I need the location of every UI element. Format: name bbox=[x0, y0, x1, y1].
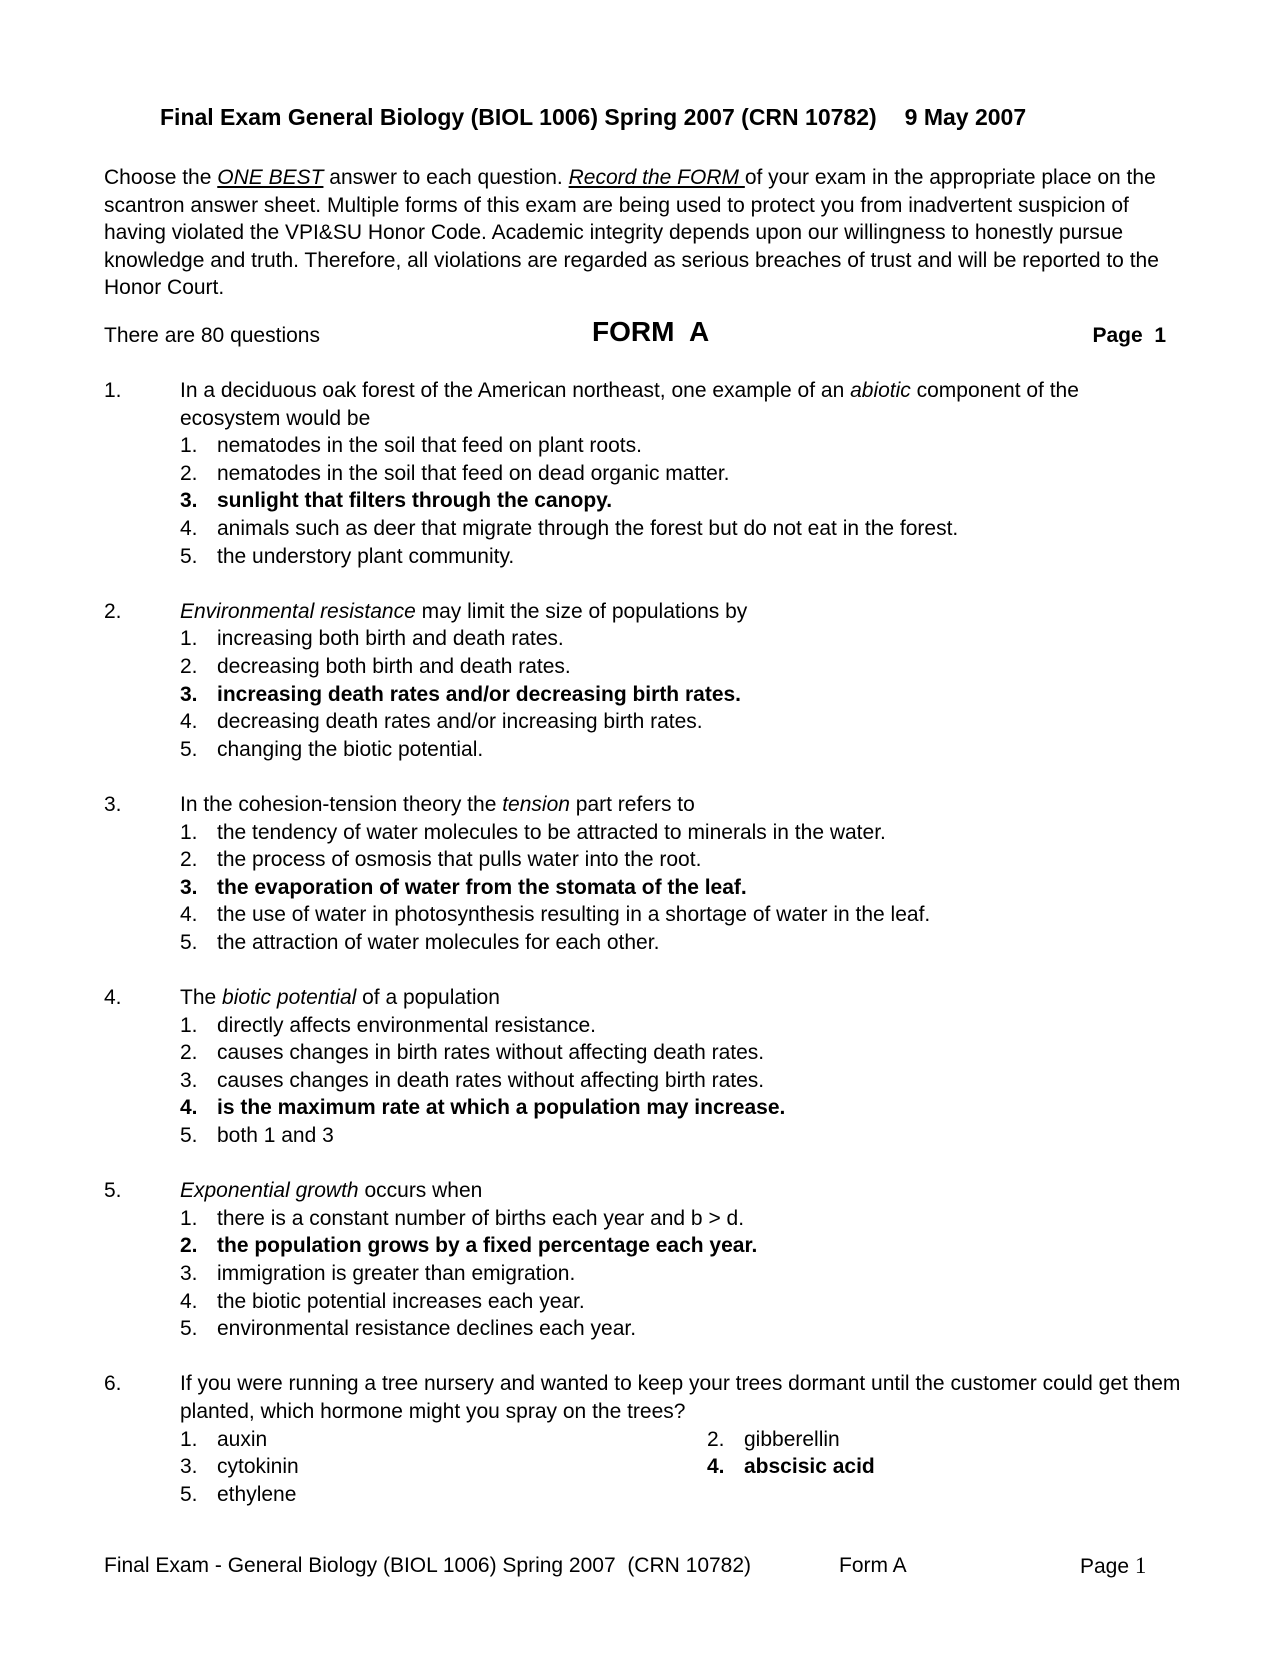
option-text: the biotic potential increases each year. bbox=[217, 1289, 585, 1313]
answer-option bbox=[180, 543, 1184, 571]
stem-text: component of the ecosystem would be bbox=[180, 379, 1079, 430]
correct-answer-option bbox=[707, 1453, 1107, 1481]
exam-info-line bbox=[104, 318, 1166, 354]
option-number: 4. bbox=[180, 516, 198, 540]
option-text: the evaporation of water from the stomata of the leaf. bbox=[217, 875, 747, 899]
answer-option bbox=[180, 901, 1184, 929]
question-stem bbox=[180, 1177, 1184, 1205]
option-number: 3. bbox=[180, 1262, 198, 1285]
answer-option bbox=[180, 460, 1184, 488]
title-main: Final Exam General Biology (BIOL 1006) Spring 2007 (CRN 10782) bbox=[160, 104, 877, 130]
option-text: both 1 and 3 bbox=[217, 1124, 334, 1148]
option-number: 3. bbox=[180, 875, 198, 899]
option-number: 3. bbox=[180, 1068, 198, 1092]
option-number: 5. bbox=[180, 544, 198, 568]
answer-options bbox=[180, 1426, 1184, 1509]
option-text: the process of osmosis that pulls water into the root. bbox=[217, 848, 702, 872]
option-text: sunlight that filters through the canopy. bbox=[217, 489, 613, 513]
question-count: There are 80 questions bbox=[104, 324, 320, 347]
option-number: 4. bbox=[180, 710, 198, 734]
option-text: causes changes in birth rates without affecting death rates. bbox=[217, 1041, 765, 1065]
answer-option bbox=[180, 653, 1184, 681]
option-number: 5. bbox=[180, 737, 198, 761]
option-text: ethylene bbox=[217, 1482, 297, 1506]
option-text: the use of water in photosynthesis resulting in a shortage of water in the leaf. bbox=[217, 903, 931, 927]
question-stem bbox=[180, 984, 1184, 1012]
question-stem bbox=[180, 377, 1184, 432]
correct-answer-option bbox=[180, 681, 1184, 709]
stem-text: of a population bbox=[356, 986, 500, 1010]
page-number-header: Page 1 bbox=[1092, 324, 1166, 347]
option-number: 5. bbox=[180, 1482, 198, 1506]
option-number: 2. bbox=[180, 1041, 198, 1065]
answer-option bbox=[180, 819, 1184, 847]
answer-option bbox=[180, 846, 1184, 874]
option-text: cytokinin bbox=[217, 1455, 299, 1479]
option-number: 1. bbox=[180, 820, 198, 844]
question-stem bbox=[180, 598, 1184, 626]
option-text: decreasing death rates and/or increasing birth rates. bbox=[217, 710, 703, 734]
question-3 bbox=[104, 791, 1184, 957]
option-number: 5. bbox=[180, 930, 198, 954]
option-number: 1. bbox=[180, 627, 198, 651]
footer-page-label: Page bbox=[1080, 1555, 1130, 1578]
stem-text: In a deciduous oak forest of the American northeast, one example of an bbox=[180, 379, 851, 402]
option-text: auxin bbox=[217, 1427, 268, 1451]
answer-option bbox=[180, 1453, 707, 1481]
answer-option bbox=[180, 432, 1184, 460]
stem-text: In the cohesion-tension theory the bbox=[180, 792, 503, 816]
answer-option bbox=[180, 1288, 1184, 1316]
stem-emphasis: Environmental resistance bbox=[180, 599, 416, 623]
correct-answer-option bbox=[180, 874, 1184, 902]
option-number: 5. bbox=[180, 1124, 198, 1148]
question-number: 5. bbox=[104, 1179, 122, 1203]
option-number: 2. bbox=[707, 1427, 725, 1451]
footer-page-number: 1 bbox=[1134, 1553, 1147, 1578]
option-text: gibberellin bbox=[744, 1427, 840, 1451]
answer-options bbox=[180, 432, 1184, 570]
question-4 bbox=[104, 984, 1184, 1150]
question-stem bbox=[180, 1370, 1184, 1425]
instructions-one-best: ONE BEST bbox=[217, 166, 324, 189]
option-number: 4. bbox=[707, 1455, 725, 1479]
stem-emphasis: Exponential growth bbox=[180, 1179, 359, 1203]
option-number: 5. bbox=[180, 1317, 198, 1341]
footer-form: Form A bbox=[839, 1554, 907, 1577]
option-text: changing the biotic potential. bbox=[217, 737, 484, 761]
answer-option bbox=[707, 1426, 1107, 1454]
instructions-text-3: of your exam in the appropriate place on the scantron answer sheet. Multiple forms of this exam are being used to protect you from inadvertent suspicion of having violated the VPI&SU Honor Code. Academic integrity depends upon our willingness to honestly pursue knowledge and truth. Therefore, all violations are regarded as serious breaches of trust and will be reported to the Honor Court. bbox=[104, 166, 1159, 300]
correct-answer-option bbox=[180, 1232, 1184, 1260]
option-text: environmental resistance declines each year. bbox=[217, 1317, 637, 1341]
option-number: 1. bbox=[180, 1427, 198, 1451]
footer-title: Final Exam - General Biology (BIOL 1006) Spring 2007 (CRN 10782) bbox=[104, 1554, 752, 1577]
answer-option bbox=[180, 736, 1184, 764]
option-text: the tendency of water molecules to be attracted to minerals in the water. bbox=[217, 820, 886, 844]
option-text: immigration is greater than emigration. bbox=[217, 1262, 576, 1285]
question-number: 1. bbox=[104, 379, 122, 402]
answer-options bbox=[180, 1205, 1184, 1343]
option-number: 1. bbox=[180, 1206, 198, 1230]
answer-option bbox=[180, 1122, 1184, 1150]
stem-text: occurs when bbox=[358, 1179, 483, 1203]
option-text: the attraction of water molecules for each other. bbox=[217, 930, 660, 954]
answer-option bbox=[180, 1067, 1184, 1095]
option-number: 1. bbox=[180, 1013, 198, 1037]
instructions-record-form: Record the FORM bbox=[568, 166, 745, 189]
footer-page bbox=[1080, 1552, 1146, 1581]
option-text: the understory plant community. bbox=[217, 544, 515, 568]
option-number: 2. bbox=[180, 461, 198, 485]
instructions-text-1: Choose the bbox=[104, 166, 218, 189]
stem-text: If you were running a tree nursery and wanted to keep your trees dormant until the customer could get them planted, which hormone might you spray on the trees? bbox=[180, 1372, 1181, 1423]
answer-option bbox=[180, 1315, 1184, 1343]
instructions-text-2: answer to each question. bbox=[323, 166, 569, 189]
option-text: increasing both birth and death rates. bbox=[217, 627, 564, 651]
option-number: 4. bbox=[180, 903, 198, 927]
option-text: nematodes in the soil that feed on dead organic matter. bbox=[217, 461, 730, 485]
option-text: there is a constant number of births each year and b > d. bbox=[217, 1206, 745, 1230]
answer-option bbox=[180, 1426, 707, 1454]
instructions-paragraph bbox=[104, 164, 1184, 302]
option-text: animals such as deer that migrate through the forest but do not eat in the forest. bbox=[217, 516, 959, 540]
option-text: is the maximum rate at which a population may increase. bbox=[217, 1096, 786, 1120]
stem-emphasis: abiotic bbox=[850, 379, 911, 402]
question-2 bbox=[104, 598, 1184, 764]
option-text: nematodes in the soil that feed on plant roots. bbox=[217, 434, 642, 458]
option-text: the population grows by a fixed percentage each year. bbox=[217, 1234, 758, 1258]
stem-text: may limit the size of populations by bbox=[415, 599, 748, 623]
option-number: 3. bbox=[180, 1455, 198, 1479]
answer-option bbox=[180, 625, 1184, 653]
question-list bbox=[104, 377, 1184, 1536]
correct-answer-option bbox=[180, 487, 1184, 515]
answer-option bbox=[180, 1260, 1184, 1288]
option-number: 1. bbox=[180, 434, 198, 458]
option-number: 4. bbox=[180, 1096, 198, 1120]
question-number: 2. bbox=[104, 599, 122, 623]
answer-option bbox=[180, 708, 1184, 736]
question-1 bbox=[104, 377, 1184, 570]
question-stem bbox=[180, 791, 1184, 819]
answer-option bbox=[180, 929, 1184, 957]
question-5 bbox=[104, 1177, 1184, 1343]
option-number: 2. bbox=[180, 654, 198, 678]
option-text: increasing death rates and/or decreasing birth rates. bbox=[217, 682, 742, 706]
answer-option bbox=[180, 515, 1184, 543]
form-label: FORM A bbox=[592, 316, 710, 347]
stem-text: part refers to bbox=[569, 792, 695, 816]
question-number: 4. bbox=[104, 986, 122, 1010]
answer-option bbox=[180, 1039, 1184, 1067]
option-text: decreasing both birth and death rates. bbox=[217, 654, 571, 678]
stem-text: The bbox=[180, 986, 223, 1010]
option-number: 2. bbox=[180, 848, 198, 872]
option-number: 4. bbox=[180, 1289, 198, 1313]
option-number: 3. bbox=[180, 489, 198, 513]
question-6 bbox=[104, 1370, 1184, 1508]
page-title bbox=[160, 104, 1160, 132]
answer-options bbox=[180, 625, 1184, 763]
question-number: 6. bbox=[104, 1372, 122, 1396]
option-number: 2. bbox=[180, 1234, 198, 1258]
answer-option bbox=[180, 1481, 707, 1509]
page-footer bbox=[104, 1552, 1154, 1582]
option-text: causes changes in death rates without affecting birth rates. bbox=[217, 1068, 765, 1092]
question-number: 3. bbox=[104, 792, 122, 816]
title-date: 9 May 2007 bbox=[904, 104, 1027, 130]
stem-emphasis: tension bbox=[502, 792, 570, 816]
answer-options bbox=[180, 819, 1184, 957]
stem-emphasis: biotic potential bbox=[222, 986, 357, 1010]
option-number: 3. bbox=[180, 682, 198, 706]
option-text: directly affects environmental resistance. bbox=[217, 1013, 596, 1037]
answer-option bbox=[180, 1012, 1184, 1040]
answer-options bbox=[180, 1012, 1184, 1150]
option-text: abscisic acid bbox=[744, 1455, 875, 1479]
correct-answer-option bbox=[180, 1094, 1184, 1122]
answer-option bbox=[180, 1205, 1184, 1233]
